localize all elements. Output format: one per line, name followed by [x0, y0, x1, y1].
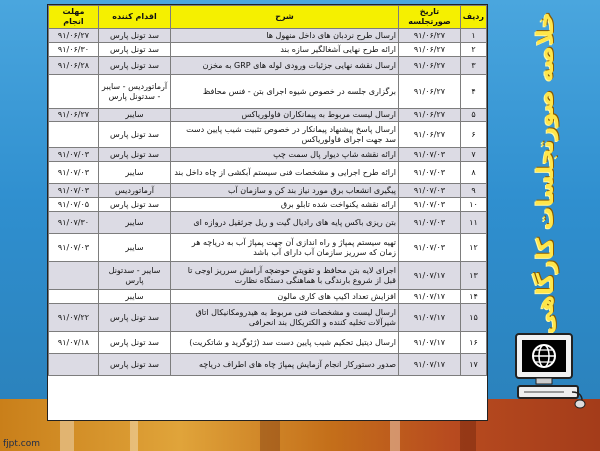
cell-description: پیگیری انشعاب برق مورد نیاز بند کن و سازمان آب: [171, 184, 399, 198]
cell-row-number: ۸: [461, 162, 487, 184]
minutes-table: [48, 5, 487, 376]
cell-description: ارائه طرح اجرایی و مشخصات فنی سیستم آبکشی از چاه داخل بند: [171, 162, 399, 184]
cell-responsible: سد تونل پارس: [99, 148, 171, 162]
table-row: [49, 184, 487, 198]
cell-description: ارسال نقشه نهایی جزئیات ورودی لوله های GRP به مخزن: [171, 57, 399, 75]
cell-date: ۹۱/۰۷/۱۷: [399, 262, 461, 290]
cell-description: افزایش تعداد اکیپ های کاری مالون: [171, 290, 399, 304]
cell-description: تهیه سیستم پمپاژ و راه اندازی آن جهت پمپاژ آب به دریاچه هر زمان که سرریز سازمان آب دارای آب باشد: [171, 234, 399, 262]
table-row: [49, 109, 487, 122]
cell-row-number: ۷: [461, 148, 487, 162]
cell-responsible: سد تونل پارس: [99, 354, 171, 376]
cell-description: بتن ریزی باکس پایه های رادیال گیت و ریل جرثقیل دروازه ای: [171, 212, 399, 234]
cell-deadline: ۹۱/۰۶/۳۰: [49, 43, 99, 57]
cell-date: ۹۱/۰۷/۰۳: [399, 162, 461, 184]
cell-description: ارائه طرح نهایی آشغالگیر سازه بند: [171, 43, 399, 57]
header-deadline: مهلت انجام: [49, 6, 99, 29]
table-row: [49, 57, 487, 75]
cell-description: ارسال طرح نردبان های داخل منهول ها: [171, 29, 399, 43]
table-row: [49, 162, 487, 184]
cell-responsible: سد تونل پارس: [99, 122, 171, 148]
footer-watermark: fjpt.com: [3, 439, 40, 449]
cell-date: ۹۱/۰۷/۱۷: [399, 354, 461, 376]
table-row: [49, 43, 487, 57]
cell-responsible: سد تونل پارس: [99, 198, 171, 212]
cell-responsible: سایبر: [99, 109, 171, 122]
cell-deadline: [49, 290, 99, 304]
cell-date: ۹۱/۰۷/۰۳: [399, 234, 461, 262]
header-date: تاریخ صورتجلسه: [399, 6, 461, 29]
cell-description: ارائه نقشه شاپ دیوار پال سمت چپ: [171, 148, 399, 162]
cell-description: ارائه نقشه یکنواخت شده تابلو برق: [171, 198, 399, 212]
cell-description: صدور دستورکار انجام آزمایش پمپاژ چاه های اطراف دریاچه: [171, 354, 399, 376]
cell-responsible: سایبر: [99, 162, 171, 184]
cell-row-number: ۱۷: [461, 354, 487, 376]
header-row-number: ردیف: [461, 6, 487, 29]
cell-responsible: سایبر - سدتونل پارس: [99, 262, 171, 290]
minutes-table-container: [47, 4, 488, 421]
cell-deadline: ۹۱/۰۷/۰۳: [49, 148, 99, 162]
table-row: [49, 29, 487, 43]
table-row: [49, 332, 487, 354]
table-row: [49, 148, 487, 162]
table-row: [49, 234, 487, 262]
table-row: [49, 198, 487, 212]
cell-responsible: سایبر: [99, 290, 171, 304]
cell-responsible: آرماتوردیس: [99, 184, 171, 198]
cell-row-number: ۲: [461, 43, 487, 57]
table-row: [49, 354, 487, 376]
cell-date: ۹۱/۰۷/۱۷: [399, 332, 461, 354]
table-row: [49, 290, 487, 304]
cell-deadline: ۹۱/۰۷/۰۳: [49, 184, 99, 198]
cell-description: ارسال پاسخ پیشنهاد پیمانکار در خصوص تثبیت شیب پایین دست سد جهت اجرای فاولوریاکس: [171, 122, 399, 148]
cell-row-number: ۱۲: [461, 234, 487, 262]
header-responsible: اقدام کننده: [99, 6, 171, 29]
cell-description: ارسال دیتیل تحکیم شیب پایین دست سد (ژئوگرید و شاتکریت): [171, 332, 399, 354]
cell-deadline: ۹۱/۰۷/۱۸: [49, 332, 99, 354]
table-row: [49, 75, 487, 109]
cell-date: ۹۱/۰۶/۲۷: [399, 75, 461, 109]
cell-date: ۹۱/۰۶/۲۷: [399, 57, 461, 75]
table-row: [49, 122, 487, 148]
cell-date: ۹۱/۰۷/۰۳: [399, 184, 461, 198]
cell-row-number: ۱۵: [461, 304, 487, 332]
table-row: [49, 262, 487, 290]
cell-responsible: سد تونل پارس: [99, 57, 171, 75]
cell-responsible: سایبر: [99, 234, 171, 262]
cell-description: برگزاری جلسه در خصوص شیوه اجرای بتن - فنس محافظ: [171, 75, 399, 109]
cell-responsible: سد تونل پارس: [99, 29, 171, 43]
cell-deadline: [49, 262, 99, 290]
cell-row-number: ۱۱: [461, 212, 487, 234]
cell-deadline: [49, 75, 99, 109]
cell-date: ۹۱/۰۷/۱۷: [399, 290, 461, 304]
cell-row-number: ۳: [461, 57, 487, 75]
table-row: [49, 212, 487, 234]
cell-description: ارسال لیست و مشخصات فنی مربوط به هیدرومکانیکال اتاق شیرآلات تخلیه کننده و الکتریکال بند انحرافی: [171, 304, 399, 332]
cell-deadline: ۹۱/۰۷/۰۵: [49, 198, 99, 212]
cell-deadline: ۹۱/۰۷/۰۳: [49, 234, 99, 262]
cell-description: ارسال لیست مربوط به پیمانکاران فاولوریاکس: [171, 109, 399, 122]
cell-row-number: ۱۰: [461, 198, 487, 212]
cell-deadline: ۹۱/۰۷/۰۳: [49, 162, 99, 184]
cell-responsible: سایبر: [99, 212, 171, 234]
cell-date: ۹۱/۰۶/۲۷: [399, 29, 461, 43]
cell-deadline: ۹۱/۰۷/۳۰: [49, 212, 99, 234]
cell-deadline: ۹۱/۰۶/۲۷: [49, 109, 99, 122]
computer-globe-icon: [510, 330, 590, 410]
cell-responsible: سد تونل پارس: [99, 43, 171, 57]
cell-date: ۹۱/۰۷/۰۳: [399, 212, 461, 234]
cell-date: ۹۱/۰۶/۲۷: [399, 122, 461, 148]
cell-deadline: [49, 354, 99, 376]
cell-deadline: ۹۱/۰۶/۲۷: [49, 29, 99, 43]
table-header-row: [49, 6, 487, 29]
cell-date: ۹۱/۰۶/۲۷: [399, 109, 461, 122]
cell-row-number: ۱۳: [461, 262, 487, 290]
cell-row-number: ۱۶: [461, 332, 487, 354]
cell-row-number: ۹: [461, 184, 487, 198]
cell-row-number: ۱: [461, 29, 487, 43]
header-description: شرح: [171, 6, 399, 29]
cell-date: ۹۱/۰۷/۰۳: [399, 148, 461, 162]
cell-responsible: آرماتوردیس - سایبر - سدتونل پارس: [99, 75, 171, 109]
cell-row-number: ۶: [461, 122, 487, 148]
cell-deadline: ۹۱/۰۶/۲۸: [49, 57, 99, 75]
cell-responsible: سد تونل پارس: [99, 332, 171, 354]
cell-deadline: ۹۱/۰۷/۲۲: [49, 304, 99, 332]
cell-description: اجرای لایه بتن محافظ و تقویتی حوضچه آرامش سرریز اوجی تا قبل از شروع بارندگی با هماهنگی دستگاه نظارت: [171, 262, 399, 290]
cell-responsible: سد تونل پارس: [99, 304, 171, 332]
cell-deadline: [49, 122, 99, 148]
cell-date: ۹۱/۰۶/۲۷: [399, 43, 461, 57]
cell-row-number: ۴: [461, 75, 487, 109]
table-row: [49, 304, 487, 332]
cell-row-number: ۵: [461, 109, 487, 122]
cell-date: ۹۱/۰۷/۱۷: [399, 304, 461, 332]
cell-date: ۹۱/۰۷/۰۳: [399, 198, 461, 212]
cell-row-number: ۱۴: [461, 290, 487, 304]
vertical-slide-title: خلاصه صورتجلسات کارگاهی: [533, 11, 560, 335]
